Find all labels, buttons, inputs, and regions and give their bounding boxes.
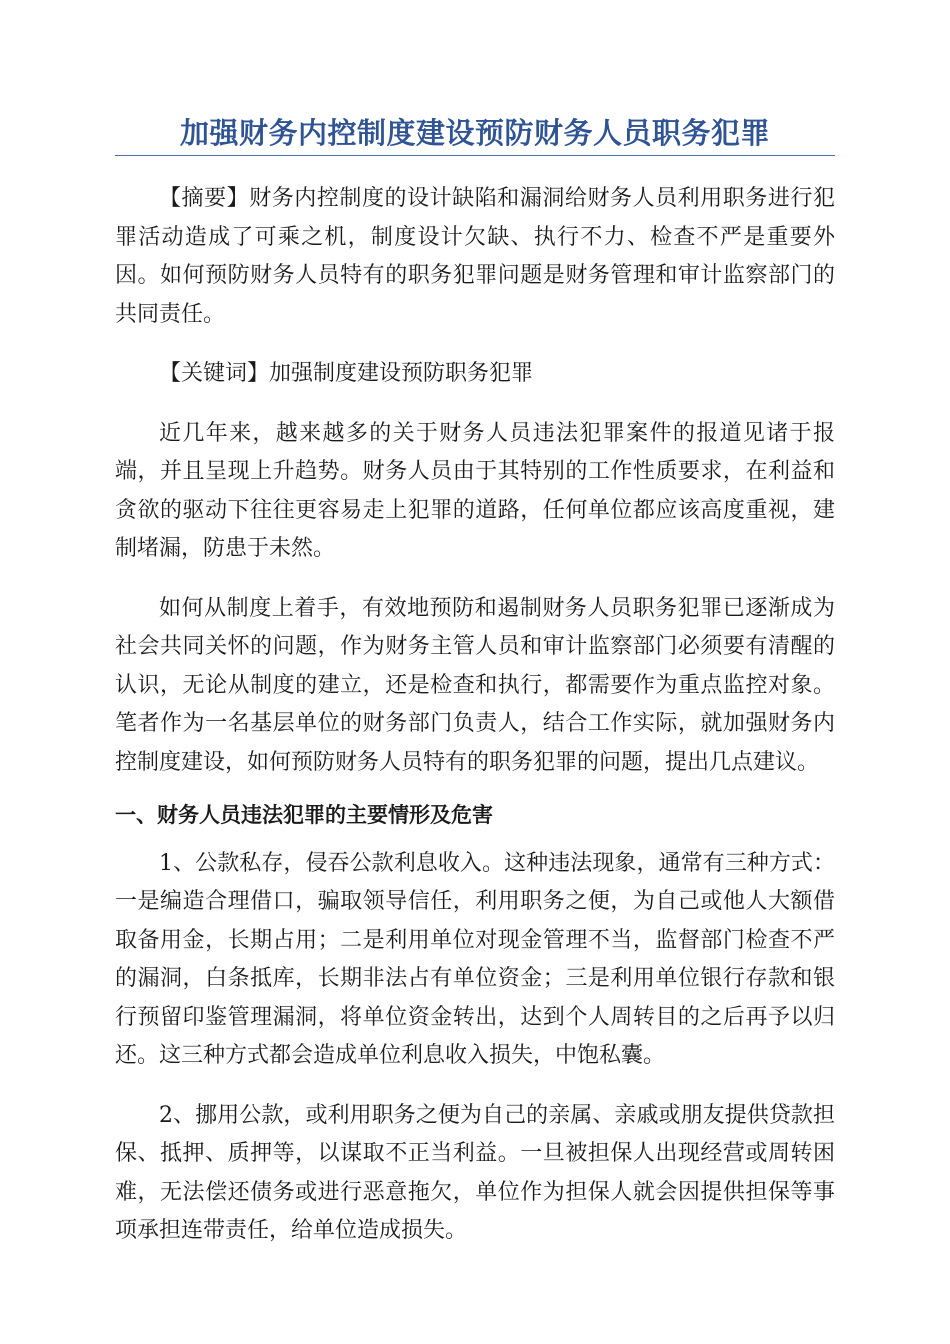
intro-paragraph-2: 如何从制度上着手，有效地预防和遏制财务人员职务犯罪已逐渐成为社会共同关怀的问题，作为财务主管人员和审计监察部门必须要有清醒的认识，无论从制度的建立，还是检查和执行，都需要作为重点监控对象。笔者作为一名基层单位的财务部门负责人，结合工作实际，就加强财务内控制度建设，如何预防财务人员特有的职务犯罪的问题，提出几点建议。 [115, 595, 835, 775]
keywords-paragraph: 【关键词】加强制度建设预防职务犯罪 [159, 361, 534, 386]
abstract-paragraph: 【摘要】财务内控制度的设计缺陷和漏洞给财务人员利用职务进行犯罪活动造成了可乘之机，制度设计欠缺、执行不力、检查不严是重要外因。如何预防财务人员特有的职务犯罪问题是财务管理和审计监察部门的共同责任。 [115, 186, 835, 327]
intro-paragraph-1: 近几年来，越来越多的关于财务人员违法犯罪案件的报道见诸于报端，并且呈现上升趋势。财务人员由于其特别的工作性质要求，在利益和贪欲的驱动下往往更容易走上犯罪的道路，任何单位都应该高度重视，建制堵漏，防患于未然。 [115, 420, 835, 561]
list-item-paragraph-2: 2、挪用公款，或利用职务之便为自己的亲属、亲戚或朋友提供贷款担保、抵押、质押等，以谋取不正当利益。一旦被担保人出现经营或周转困难，无法偿还债务或进行恶意拖欠，单位作为担保人就会因提供担保等事项承担连带责任，给单位造成损失。 [115, 1102, 835, 1243]
document-body [115, 0, 835, 1251]
section-heading-1: 一、财务人员违法犯罪的主要情形及危害 [115, 803, 493, 827]
document-title: 加强财务内控制度建设预防财务人员职务犯罪 [179, 116, 770, 150]
list-item-paragraph-1: 1、公款私存，侵吞公款利息收入。这种违法现象，通常有三种方式：一是编造合理借口，骗取领导信任，利用职务之便，为自己或他人大额借取备用金，长期占用；二是利用单位对现金管理不当，监督部门检查不严的漏洞，白条抵库，长期非法占有单位资金；三是利用单位银行存款和银行预留印鉴管理漏洞，将单位资金转出，达到个人周转目的之后再予以归还。这三种方式都会造成单位利息收入损失，中饱私囊。 [115, 850, 835, 1068]
title-divider [115, 155, 835, 156]
